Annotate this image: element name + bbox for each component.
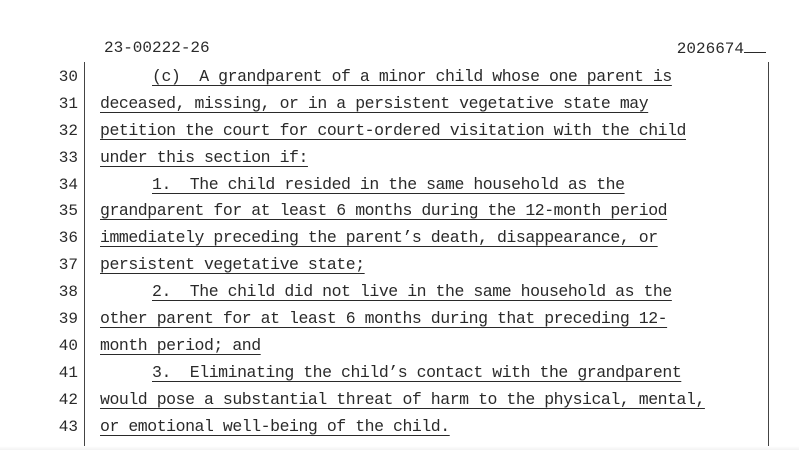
line-text: grandparent for at least 6 months during the 12-month period	[100, 201, 668, 221]
draft-number-blank	[744, 38, 766, 53]
line-row	[0, 414, 799, 441]
line-text: month period; and	[100, 335, 261, 355]
line-number: 38	[58, 283, 78, 302]
line-row	[0, 333, 799, 360]
line-row	[0, 198, 799, 225]
line-number: 37	[58, 256, 78, 275]
line-text: deceased, missing, or in a persistent vegetative state may	[100, 93, 649, 113]
line-number: 40	[58, 336, 78, 355]
line-number: 32	[58, 121, 78, 140]
line-number: 34	[58, 175, 78, 194]
line-text: immediately preceding the parent’s death, disappearance, or	[100, 228, 658, 248]
line-row	[0, 145, 799, 172]
line-number: 39	[58, 310, 78, 329]
line-text: or emotional well-being of the child.	[100, 416, 450, 436]
bill-id: 23-00222-26	[104, 39, 210, 57]
line-row	[0, 225, 799, 252]
line-text: other parent for at least 6 months during that preceding 12-	[100, 309, 668, 329]
numbered-lines	[0, 64, 799, 440]
line-row	[0, 91, 799, 118]
line-row	[0, 172, 799, 199]
line-text: petition the court for court-ordered visitation with the child	[100, 120, 687, 140]
line-text: 1. The child resided in the same household as the	[152, 174, 625, 194]
line-text: would pose a substantial threat of harm to the physical, mental,	[100, 389, 705, 409]
draft-number-text: 2026674	[676, 40, 744, 58]
line-row	[0, 118, 799, 145]
draft-number	[677, 38, 766, 59]
line-number: 31	[58, 94, 78, 113]
line-number: 35	[58, 202, 78, 221]
line-number: 42	[58, 390, 78, 409]
line-text: persistent vegetative state;	[100, 255, 365, 275]
line-number: 30	[58, 68, 78, 86]
line-number: 33	[58, 148, 78, 167]
line-number: 41	[58, 363, 78, 382]
line-row	[0, 279, 799, 306]
line-row	[0, 306, 799, 333]
line-row	[0, 252, 799, 279]
page-cutoff	[0, 446, 799, 450]
line-text: 3. Eliminating the child’s contact with the grandparent	[152, 362, 682, 382]
line-row	[0, 64, 799, 91]
line-text: 2. The child did not live in the same household as the	[152, 282, 672, 302]
line-number: 43	[58, 417, 78, 436]
line-text: under this section if:	[100, 147, 308, 167]
line-number: 36	[58, 229, 78, 248]
line-row	[0, 387, 799, 414]
line-row	[0, 360, 799, 387]
line-text: (c) A grandparent of a minor child whose one parent is	[152, 67, 672, 86]
